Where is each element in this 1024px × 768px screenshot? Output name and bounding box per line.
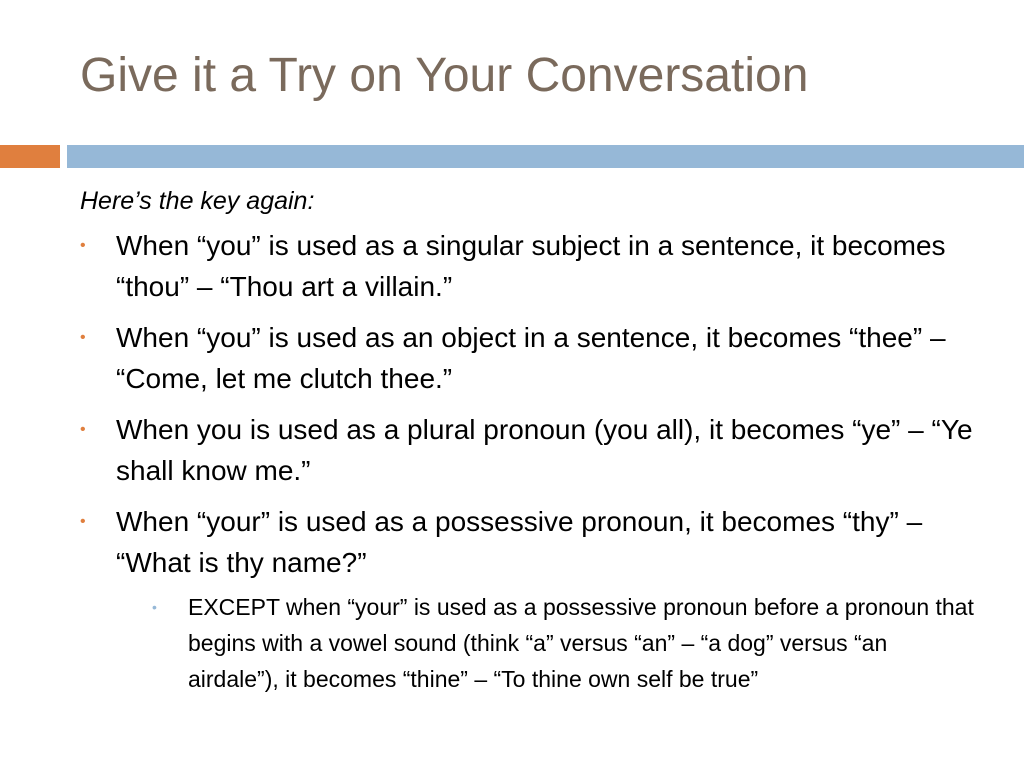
sub-bullet-text: EXCEPT when “your” is used as a possessive pronoun before a pronoun that begins with a vowel sound (think “a” versus “an” – “a dog” versus “an airdale”), it becomes “thine” – “To thine own self be true” xyxy=(188,594,974,693)
sub-bullet-dot-icon: • xyxy=(152,599,157,616)
bullet-item xyxy=(80,409,980,491)
bullet-dot-icon: • xyxy=(80,237,86,255)
bullet-dot-icon: • xyxy=(80,513,86,531)
bullet-item xyxy=(80,501,980,697)
slide-body xyxy=(80,186,980,707)
bullet-text: When “you” is used as a singular subject in a sentence, it becomes “thou” – “Thou art a villain.” xyxy=(116,230,946,303)
sub-bullet-item xyxy=(152,589,980,697)
accent-bar-orange xyxy=(0,145,60,168)
bullet-text: When you is used as a plural pronoun (you all), it becomes “ye” – “Ye shall know me.” xyxy=(116,414,973,487)
bullet-text: When “your” is used as a possessive pronoun, it becomes “thy” – “What is thy name?” xyxy=(116,506,923,579)
sub-bullet-list xyxy=(116,589,980,697)
bullet-item xyxy=(80,317,980,399)
bullet-text: When “you” is used as an object in a sentence, it becomes “thee” – “Come, let me clutch thee.” xyxy=(116,322,946,395)
accent-bar-blue xyxy=(67,145,1024,168)
intro-text: Here’s the key again: xyxy=(80,187,315,215)
slide-title: Give it a Try on Your Conversation xyxy=(80,49,809,102)
bullet-dot-icon: • xyxy=(80,421,86,439)
bullet-dot-icon: • xyxy=(80,329,86,347)
bullet-list xyxy=(80,225,980,697)
bullet-item xyxy=(80,225,980,307)
